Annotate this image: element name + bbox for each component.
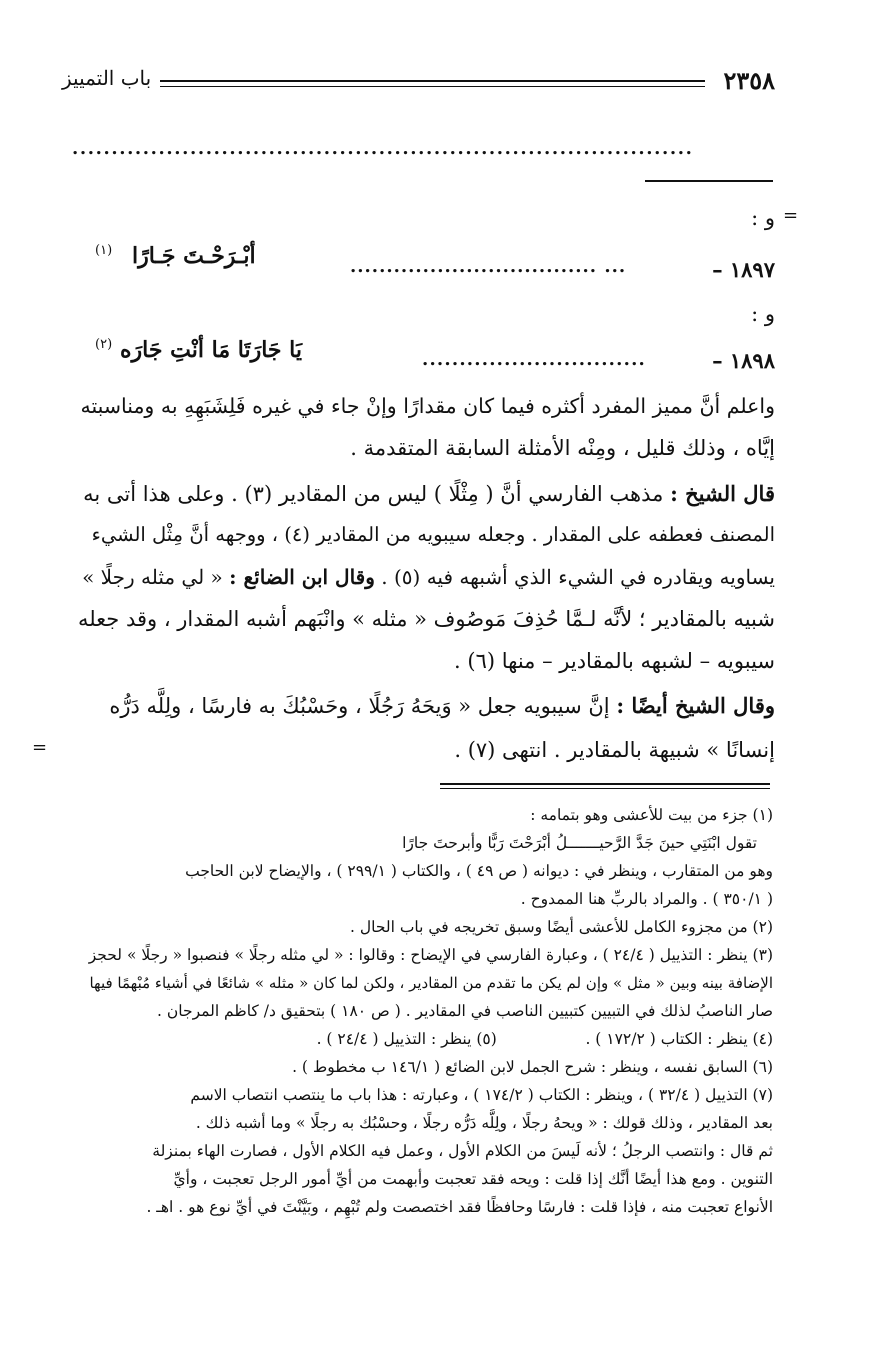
chapter-title: باب التمييز (62, 66, 152, 90)
body-text: المصنف فعطفه على المقدار . وجعله سيبويه من المقادير (٤) ، ووجهه أنَّ مِثْل الشيء (91, 523, 775, 546)
example-intro: و : (751, 206, 775, 230)
footnote-line: ( ٣٥٠/١ ) . والمراد بالربِّ هنا الممدوح . (520, 890, 773, 908)
body-text: مذهب الفارسي أنَّ ( مِثْلًا ) ليس من المقادير (٣) . وعلى هذا أتى به (83, 482, 664, 506)
footnote-line: (٣) ينظر : التذييل ( ٢٤/٤ ) ، وعبارة الفارسي في الإيضاح : وقالوا : « لي مثله رجلًا » فنصبوا « رجلًا » لحجز (88, 946, 773, 964)
footnote-ref: (٢) (95, 337, 113, 352)
body-line (82, 565, 775, 589)
footnote-line: ثم قال : وانتصب الرجلُ ؛ لأنه لَيسَ من الكلام الأول ، وعمل فيه الكلام الأول ، فصارت الهاء بمنزلة (152, 1142, 773, 1160)
body-text: إنسانًا » شبيهة بالمقادير . انتهى (٧) . (454, 738, 775, 762)
footnote-line: (٧) التذييل ( ٣٢/٤ ) ، وينظر : الكتاب ( ١٧٤/٢ ) ، وعبارته : هذا باب ما ينتصب انتصاب الاسم (190, 1086, 773, 1104)
footnote-line: التنوين . ومع هذا أيضًا أنَّك إذا قلت : ويحه فقد تعجبت وأبهمت من أيِّ أمور الرجل تعجبت ، وأيِّ (173, 1170, 773, 1188)
body-text: إنَّ سيبويه جعل « وَيحَهُ رَجُلًا ، وحَسْبُكَ به فارسًا ، ولِلَّه دَرُّه (109, 694, 610, 718)
body-text: « لي مثله رجلًا » (82, 565, 223, 589)
footnote-verse: تقول ابْنَتِي حينَ جَدَّ الرَّحيـــــــلُ أبْرَحْتَ رَبًّا وأبرحتَ جارًا (402, 834, 757, 852)
footnote-line: (١) جزء من بيت للأعشى وهو بتمامه : (530, 806, 773, 824)
body-line (83, 481, 775, 506)
footnote-line: (٤) ينظر : الكتاب ( ١٧٢/٢ ) . (٥) ينظر : التذييل ( ٢٤/٤ ) . (316, 1030, 773, 1048)
body-line (454, 738, 775, 762)
body-text: سيبويه – لشبهه بالمقادير – منها (٦) . (454, 649, 775, 673)
footnote-line: (٢) من مجزوء الكامل للأعشى أيضًا وسبق تخريجه في باب الحال . (350, 918, 773, 936)
body-line (78, 607, 775, 631)
body-text: يساويه ويقادره في الشيء الذي أشبهه فيه (٥) . (381, 565, 775, 589)
body-text: إيَّاه ، وذلك قليل ، ومِنْه الأمثلة السابقة المتقدمة . (350, 436, 775, 460)
body-lead: قال الشيخ : (670, 481, 775, 506)
page-number: ٢٣٥٨ (723, 66, 775, 95)
header-rule (160, 86, 705, 87)
footnote-line: الأنواع تعجبت منه ، فإذا قلت : فارسًا وحافظًا فقد اختصصت ولم تُبْهِم ، وبَيَّنْتَ في أيِّ نوع هو . اهـ . (146, 1198, 773, 1216)
section-rule (645, 180, 773, 182)
footnote-line: (٦) السابق نفسه ، وينظر : شرح الجمل لابن الضائع ( ١٤٦/١ ب مخطوط ) . (292, 1058, 773, 1076)
footnote-line: بعد المقادير ، وذلك قولك : « ويحهُ رجلًا ، ولِلَّه دَرُّه رجلًا ، وحسْبُك به رجلًا » وما أشبه ذلك . (195, 1114, 773, 1132)
example-dots: .............................. (422, 349, 646, 370)
example-verse: يَا جَارَتَا مَا أنْتِ جَارَه (120, 337, 302, 363)
body-lead: وقال ابن الضائع : (229, 565, 375, 589)
header-rule (160, 80, 705, 82)
footnote-line: صار الناصبُ لذلك في التبيين كتبيين الناصب في المقادير . ( ص ١٨٠ ) بتحقيق د/ كاظم المرجان . (157, 1002, 773, 1020)
example-number: ١٨٩٨ – (712, 348, 775, 373)
margin-mark: = (783, 205, 799, 226)
footnote-line: وهو من المتقارب ، وينظر في : ديوانه ( ص ٤٩ ) ، والكتاب ( ٢٩٩/١ ) ، والإيضاح لابن الحاجب (185, 862, 773, 880)
example-verse: أبْـرَحْـتَ جَـارًا (132, 243, 256, 269)
footnote-ref: (١) (95, 243, 113, 258)
body-line (109, 693, 775, 718)
margin-mark: = (32, 737, 48, 758)
body-text: واعلم أنَّ مميز المفرد أكثره فيما كان مقدارًا وإنْ جاء في غيره فَلِشَبَهِهِ به ومناسبته (80, 394, 775, 418)
example-number: ١٨٩٧ – (712, 257, 775, 282)
body-line (454, 649, 775, 673)
footnote-rule (440, 783, 770, 785)
body-text: شبيه بالمقادير ؛ لأنَّه لـمَّا حُذِفَ مَوصُوف « مثله » وانْبَهم أشبه المقدار ، وقد جعله (77, 607, 775, 631)
example-dots: .................................. ... (350, 256, 627, 277)
ellipsis-line: ............................................................................... (72, 138, 694, 159)
footnote-line: الإضافة بينه وبين « مثل » وإن لم يكن ما تقدم من المقادير ، ولكن لما كان « مثله » شائعًا في أشياء مُبْهمًا فيها (89, 974, 773, 992)
body-lead: وقال الشيخ أيضًا : (616, 693, 775, 718)
body-line (350, 436, 775, 460)
body-line (80, 394, 775, 418)
footnote-rule (440, 788, 770, 789)
example-intro: و : (751, 302, 775, 326)
body-line (92, 523, 775, 546)
